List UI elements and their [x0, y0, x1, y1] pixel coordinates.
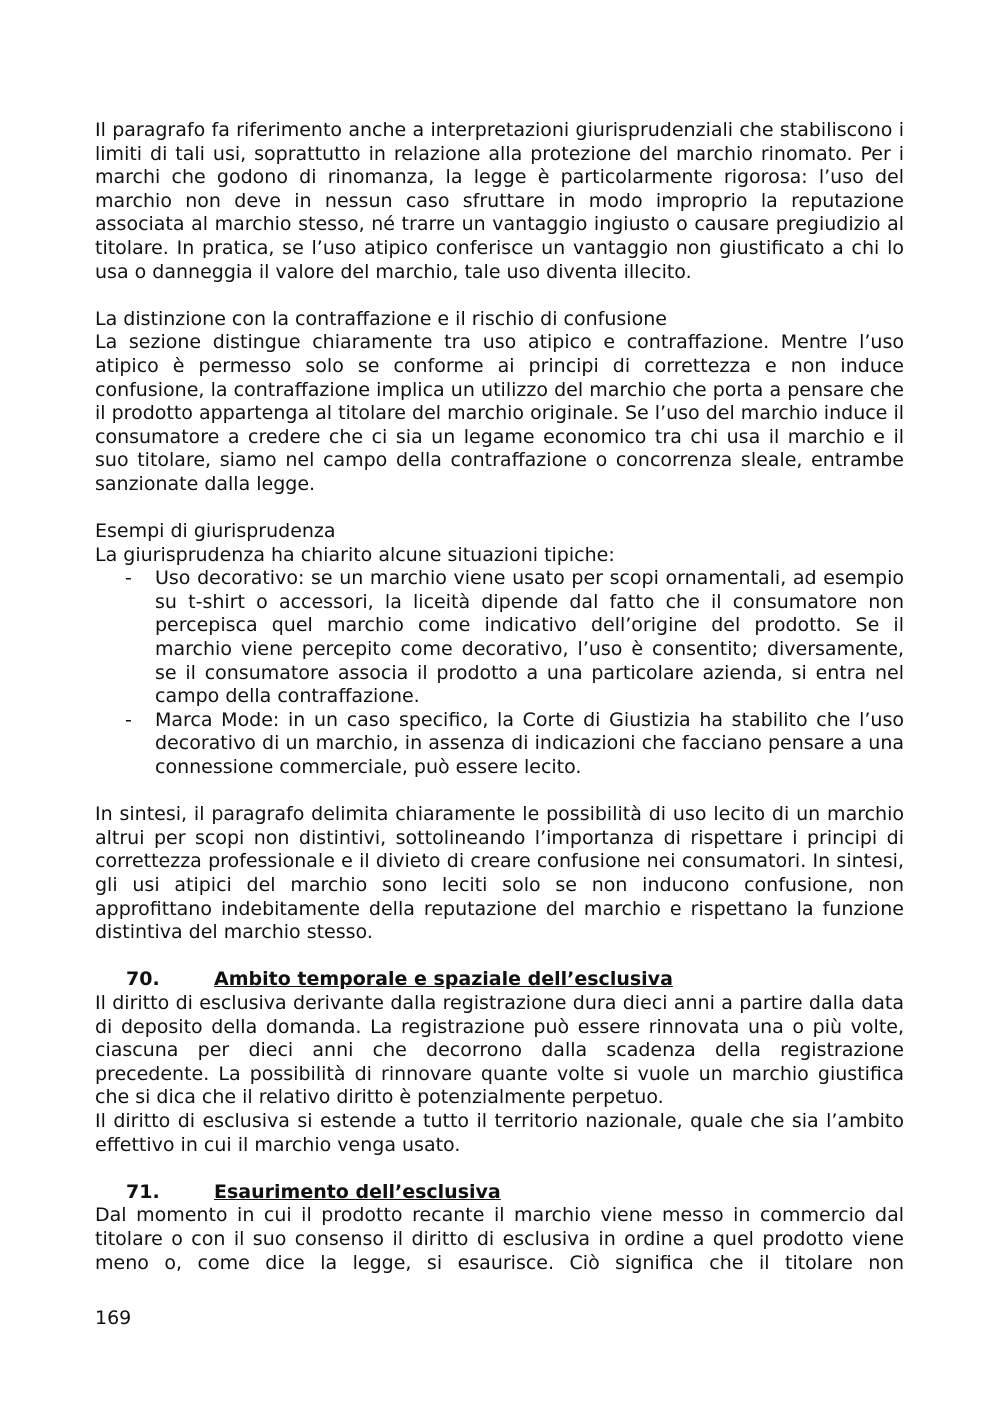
- section-heading-71: [95, 1181, 904, 1205]
- paragraph-durata: Il diritto di esclusiva derivante dalla registrazione dura dieci anni a partire dalla data di deposito della domanda. La registrazione può essere rinnovata una o più volte, ciascuna per dieci anni che decorrono dalla scadenza della registrazione precedente. La possibilità di rinnovare quante volte si vuole un marchio giustifica che si dica che il relativo diritto è potenzialmente perpetuo.: [95, 991, 904, 1109]
- paragraph-gap: [95, 1157, 904, 1181]
- examples-list: [95, 567, 904, 779]
- paragraph-rinomanza: Il paragrafo fa riferimento anche a interpretazioni giurisprudenziali che stabiliscono i limiti di tali usi, soprattutto in relazione alla protezione del marchio rinomato. Per i marchi che godono di rinomanza, la legge è particolarmente rigorosa: l’uso del marchio non deve in nessun caso sfruttare in modo improprio la reputazione associata al marchio stesso, né trarre un vantaggio ingiusto o causare pregiudizio al titolare. In pratica, se l’uso atipico conferisce un vantaggio non giustificato a chi lo usa o danneggia il valore del marchio, tale uso diventa illecito.: [95, 119, 904, 283]
- paragraph-esempi-intro: La giurisprudenza ha chiarito alcune situazioni tipiche:: [95, 543, 615, 566]
- section-title: Ambito temporale e spaziale dell’esclusiva: [214, 968, 673, 991]
- list-dash: -: [125, 708, 132, 731]
- paragraph-sintesi: In sintesi, il paragrafo delimita chiaramente le possibilità di uso lecito di un marchio altrui per scopi non distintivi, sottolineando l’importanza di rispettare i principi di correttezza professionale e il divieto di creare confusione nei consumatori. In sintesi, gli usi atipici del marchio sono leciti solo se non inducono confusione, non approfittano indebitamente della reputazione del marchio e rispettano la funzione distintiva del marchio stesso.: [95, 803, 904, 944]
- paragraph-esaurimento: Dal momento in cui il prodotto recante il marchio viene messo in commercio dal titolare o con il suo consenso il diritto di esclusiva in ordine a quel prodotto viene meno o, come dice la legge, si esaurisce. Ciò significa che il titolare non: [95, 1204, 904, 1274]
- section-number: 70.: [126, 968, 160, 991]
- list-dash: -: [125, 567, 132, 590]
- paragraph-distinzione: La sezione distingue chiaramente tra uso atipico e contraffazione. Mentre l’uso atipico è permesso solo se conforme ai principi di correttezza e non induce confusione, la contraffazione implica un utilizzo del marchio che porta a pensare che il prodotto appartenga al titolare del marchio originale. Se l’uso del marchio induce il consumatore a credere che ci sia un legame economico tra chi usa il marchio e il suo titolare, siamo nel campo della contraffazione o concorrenza sleale, entrambe sanzionate dalla legge.: [95, 331, 904, 495]
- section-title: Esaurimento dell’esclusiva: [214, 1180, 501, 1203]
- section-heading-70: [95, 968, 904, 992]
- paragraph-gap: [95, 945, 904, 969]
- list-item-text: Uso decorativo: se un marchio viene usato per scopi ornamentali, ad esempio su t-shirt o accessori, la liceità dipende dal fatto che il consumatore non percepisca quel marchio come indicativo dell’origine del prodotto. Se il marchio viene percepito come decorativo, l’uso è consentito; diversamente, se il consumatore associa il prodotto a una particolare azienda, si entra nel campo della contraffazione.: [155, 567, 904, 708]
- subheading-distinzione: La distinzione con la contraffazione e il rischio di confusione: [95, 307, 667, 330]
- paragraph-gap: [95, 780, 904, 804]
- page-number: 169: [95, 1307, 132, 1329]
- paragraph-gap: [95, 284, 904, 308]
- list-item: [95, 709, 904, 780]
- subheading-esempi: Esempi di giurisprudenza: [95, 520, 336, 543]
- section-number: 71.: [126, 1180, 160, 1203]
- list-item-text: Marca Mode: in un caso specifico, la Corte di Giustizia ha stabilito che l’uso decorativo di un marchio, in assenza di indicazioni che facciano pensare a una connessione commerciale, può essere lecito.: [155, 708, 904, 779]
- list-item: [95, 567, 904, 709]
- paragraph-gap: [95, 497, 904, 521]
- page-body: [95, 119, 904, 1275]
- paragraph-territorio: Il diritto di esclusiva si estende a tutto il territorio nazionale, quale che sia l’ambito effettivo in cui il marchio venga usato.: [95, 1109, 904, 1156]
